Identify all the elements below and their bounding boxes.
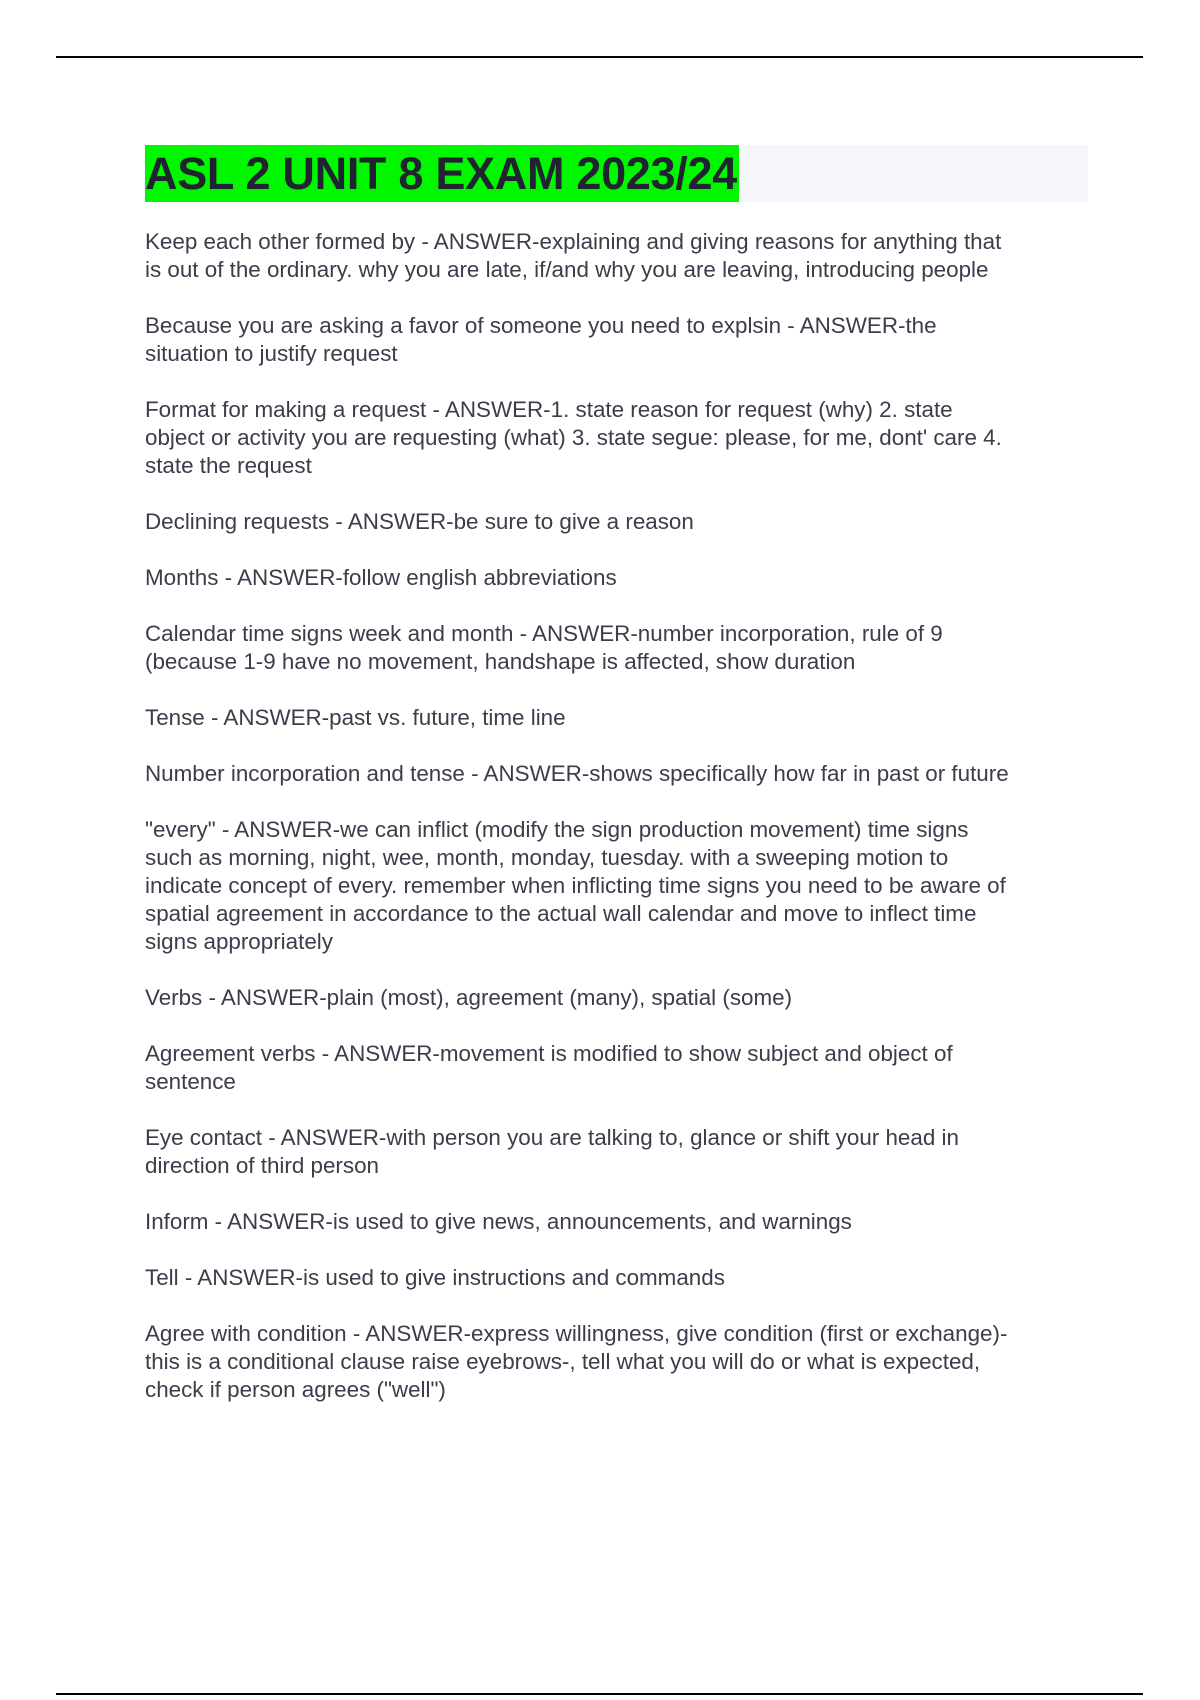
qa-item: Agreement verbs - ANSWER-movement is modified to show subject and object of sentence: [145, 1041, 953, 1094]
qa-item: Calendar time signs week and month - ANSWER-number incorporation, rule of 9 (because 1-9 have no movement, handshape is affected, show duration: [145, 621, 943, 674]
qa-item: Eye contact - ANSWER-with person you are talking to, glance or shift your head in direction of third person: [145, 1125, 959, 1178]
qa-item: Number incorporation and tense - ANSWER-shows specifically how far in past or future: [145, 761, 1009, 786]
qa-item: Months - ANSWER-follow english abbreviations: [145, 565, 617, 590]
qa-item: Agree with condition - ANSWER-express willingness, give condition (first or exchange)- this is a conditional clause raise eyebrows-, tell what you will do or what is expected, check if person agrees ("well"): [145, 1321, 1008, 1402]
qa-item: Keep each other formed by - ANSWER-explaining and giving reasons for anything that is out of the ordinary. why you are late, if/and why you are leaving, introducing people: [145, 229, 1002, 282]
qa-item: Format for making a request - ANSWER-1. state reason for request (why) 2. state object or activity you are requesting (what) 3. state segue: please, for me, dont' care 4. state the request: [145, 397, 1002, 478]
qa-list: [145, 228, 1090, 1432]
qa-item: Verbs - ANSWER-plain (most), agreement (many), spatial (some): [145, 985, 793, 1010]
qa-item: "every" - ANSWER-we can inflict (modify the sign production movement) time signs such as morning, night, wee, month, monday, tuesday. with a sweeping motion to indicate concept of every. remember when inflicting time signs you need to be aware of spatial agreement in accordance to the actual wall calendar and move to inflect time signs appropriately: [145, 817, 1006, 954]
qa-item: Declining requests - ANSWER-be sure to give a reason: [145, 509, 694, 534]
top-rule: [56, 56, 1143, 58]
bottom-rule: [56, 1693, 1143, 1695]
document-title: ASL 2 UNIT 8 EXAM 2023/24: [145, 145, 739, 202]
qa-item: Tense - ANSWER-past vs. future, time line: [145, 705, 566, 730]
qa-item: Inform - ANSWER-is used to give news, announcements, and warnings: [145, 1209, 852, 1234]
qa-item: Because you are asking a favor of someone you need to explsin - ANSWER-the situation to justify request: [145, 313, 937, 366]
qa-item: Tell - ANSWER-is used to give instructions and commands: [145, 1265, 725, 1290]
